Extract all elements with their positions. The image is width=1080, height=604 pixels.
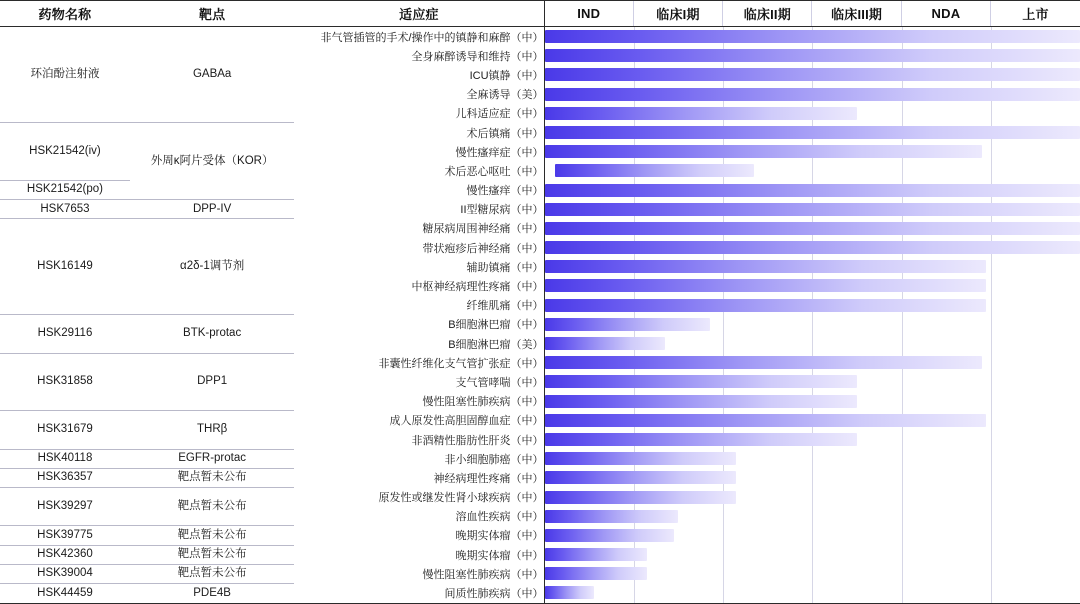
drug-name-cell: HSK42360 xyxy=(0,545,130,564)
progress-bar-cell xyxy=(544,276,1080,295)
indication-cell: 晚期实体瘤（中） xyxy=(455,549,544,562)
header-drug: 药物名称 xyxy=(0,1,130,27)
indication-cell: 辅助镇痛（中） xyxy=(466,261,544,274)
target-cell: 靶点暂未公布 xyxy=(130,488,294,526)
table-row xyxy=(0,564,1080,583)
indication-cell: 神经病理性疼痛（中） xyxy=(433,472,544,485)
progress-bar xyxy=(545,510,679,523)
drug-name-cell: HSK36357 xyxy=(0,468,130,487)
drug-name-cell: HSK40118 xyxy=(0,449,130,468)
progress-bar xyxy=(545,318,710,331)
progress-bar-cell xyxy=(544,46,1080,65)
progress-bar-cell xyxy=(544,257,1080,276)
table-row xyxy=(0,583,1080,603)
target-cell: DPP-IV xyxy=(130,200,294,219)
indication-cell: 原发性或继发性肾小球疾病（中） xyxy=(378,492,544,505)
table-row xyxy=(0,545,1080,564)
indication-cell: 支气管哮喘（中） xyxy=(455,376,544,389)
table-row xyxy=(0,449,1080,468)
progress-bar-cell xyxy=(544,545,1080,564)
indication-cell: 非酒精性脂肪性肝炎（中） xyxy=(411,434,544,447)
progress-bar xyxy=(545,491,737,504)
drug-name-cell: HSK39004 xyxy=(0,564,130,583)
target-cell: GABAa xyxy=(130,27,294,123)
indication-cell: 术后恶心呕吐（中） xyxy=(444,165,544,178)
progress-bar xyxy=(545,337,665,350)
drug-name-cell: 环泊酚注射液 xyxy=(0,27,130,123)
table-body xyxy=(0,27,1080,604)
drug-name-cell: HSK7653 xyxy=(0,200,130,219)
progress-bar-cell xyxy=(544,583,1080,603)
progress-bar-cell xyxy=(544,564,1080,583)
progress-bar-cell xyxy=(544,104,1080,123)
drug-name-cell: HSK31679 xyxy=(0,411,130,449)
indication-cell: 术后镇痛（中） xyxy=(466,127,544,140)
header-phase-1: 临床I期 xyxy=(633,1,722,27)
progress-bar xyxy=(545,567,648,580)
target-cell: 靶点暂未公布 xyxy=(130,526,294,545)
progress-bar-cell xyxy=(544,507,1080,526)
progress-bar-cell xyxy=(544,334,1080,353)
drug-name-cell: HSK31858 xyxy=(0,353,130,411)
indication-cell: ICU镇静（中） xyxy=(469,69,544,82)
indication-cell: 糖尿病周围神经痛（中） xyxy=(422,223,544,236)
table-row xyxy=(0,315,1080,334)
progress-bar-cell xyxy=(544,219,1080,238)
indication-cell: 溶血性疾病（中） xyxy=(455,511,544,524)
indication-cell: 慢性瘙痒（中） xyxy=(466,185,544,198)
drug-name-cell: HSK29116 xyxy=(0,315,130,353)
target-cell: THRβ xyxy=(130,411,294,449)
progress-bar xyxy=(545,375,857,388)
progress-bar xyxy=(545,356,982,369)
progress-bar-cell xyxy=(544,161,1080,180)
progress-bar-cell xyxy=(544,123,1080,142)
progress-bar xyxy=(545,279,987,292)
progress-bar xyxy=(545,586,594,599)
progress-bar-cell xyxy=(544,468,1080,487)
header-indication: 适应症 xyxy=(294,1,544,27)
progress-bar xyxy=(545,548,648,561)
indication-cell: 中枢神经病理性疼痛（中） xyxy=(411,281,544,294)
target-cell: BTK-protac xyxy=(130,315,294,353)
table-row xyxy=(0,27,1080,47)
table-row xyxy=(0,200,1080,219)
progress-bar-cell xyxy=(544,315,1080,334)
table-header-row xyxy=(0,1,1080,27)
progress-bar-cell xyxy=(544,430,1080,449)
header-phase-nda: NDA xyxy=(901,1,990,27)
progress-bar-cell xyxy=(544,526,1080,545)
header-phase-2: 临床II期 xyxy=(723,1,812,27)
progress-bar xyxy=(545,222,1080,235)
progress-bar xyxy=(545,260,987,273)
header-phase-3: 临床III期 xyxy=(812,1,901,27)
progress-bar-cell xyxy=(544,142,1080,161)
table-row xyxy=(0,411,1080,430)
progress-bar xyxy=(545,49,1080,62)
target-cell: 外周κ阿片受体（KOR） xyxy=(130,123,294,200)
table-row xyxy=(0,219,1080,238)
progress-bar-cell xyxy=(544,238,1080,257)
progress-bar-cell xyxy=(544,392,1080,411)
drug-name-cell: HSK39775 xyxy=(0,526,130,545)
progress-bar xyxy=(545,30,1080,43)
table-row xyxy=(0,488,1080,507)
progress-bar-cell xyxy=(544,488,1080,507)
table-row xyxy=(0,353,1080,372)
progress-bar-cell xyxy=(544,200,1080,219)
indication-cell: 非气管插管的手术/操作中的镇静和麻醉（中） xyxy=(320,31,544,44)
table-row xyxy=(0,526,1080,545)
header-target: 靶点 xyxy=(130,1,294,27)
progress-bar xyxy=(545,395,857,408)
indication-cell: 儿科适应症（中） xyxy=(455,108,544,121)
target-cell: α2δ-1调节剂 xyxy=(130,219,294,315)
progress-bar xyxy=(545,241,1080,254)
indication-cell: 带状疱疹后神经痛（中） xyxy=(422,242,544,255)
indication-cell: 晚期实体瘤（中） xyxy=(455,530,544,543)
progress-bar xyxy=(545,184,1080,197)
drug-name-cell: HSK39297 xyxy=(0,488,130,526)
progress-bar xyxy=(545,452,737,465)
indication-cell: 纤维肌痛（中） xyxy=(466,300,544,313)
target-cell: DPP1 xyxy=(130,353,294,411)
progress-bar xyxy=(545,299,987,312)
indication-cell: II型糖尿病（中） xyxy=(460,204,544,217)
progress-bar-cell xyxy=(544,296,1080,315)
drug-name-cell: HSK44459 xyxy=(0,583,130,603)
drug-name-cell: HSK21542(po) xyxy=(0,181,130,200)
progress-bar xyxy=(545,529,674,542)
target-cell: 靶点暂未公布 xyxy=(130,468,294,487)
header-phase-ind: IND xyxy=(544,1,633,27)
progress-bar-cell xyxy=(544,27,1080,47)
progress-bar xyxy=(555,164,754,177)
drug-name-cell: HSK16149 xyxy=(0,219,130,315)
progress-bar-cell xyxy=(544,353,1080,372)
indication-cell: B细胞淋巴瘤（中） xyxy=(448,319,544,332)
progress-bar-cell xyxy=(544,65,1080,84)
indication-cell: 慢性阻塞性肺疾病（中） xyxy=(422,396,544,409)
progress-bar xyxy=(545,414,987,427)
progress-bar xyxy=(545,145,982,158)
progress-bar xyxy=(545,471,737,484)
progress-bar xyxy=(545,433,857,446)
indication-cell: 全身麻醉诱导和维持（中） xyxy=(411,50,544,63)
progress-bar-cell xyxy=(544,449,1080,468)
progress-bar-cell xyxy=(544,372,1080,391)
progress-bar xyxy=(545,107,857,120)
progress-bar-cell xyxy=(544,85,1080,104)
target-cell: 靶点暂未公布 xyxy=(130,564,294,583)
progress-bar xyxy=(545,126,1080,139)
indication-cell: 成人原发性高胆固醇血症（中） xyxy=(389,415,544,428)
indication-cell: B细胞淋巴瘤（美） xyxy=(448,338,544,351)
progress-bar xyxy=(545,203,1080,216)
indication-cell: 慢性阻塞性肺疾病（中） xyxy=(422,568,544,581)
progress-bar xyxy=(545,68,1080,81)
table-row xyxy=(0,468,1080,487)
target-cell: 靶点暂未公布 xyxy=(130,545,294,564)
target-cell: PDE4B xyxy=(130,583,294,603)
drug-name-cell: HSK21542(iv) xyxy=(0,123,130,181)
progress-bar xyxy=(545,88,1080,101)
header-phase-market: 上市 xyxy=(991,1,1080,27)
indication-cell: 慢性瘙痒症（中） xyxy=(455,146,544,159)
progress-bar-cell xyxy=(544,181,1080,200)
indication-cell: 非囊性纤维化支气管扩张症（中） xyxy=(378,357,544,370)
indication-cell: 非小细胞肺癌（中） xyxy=(444,453,544,466)
table-row xyxy=(0,123,1080,142)
progress-bar-cell xyxy=(544,411,1080,430)
target-cell: EGFR-protac xyxy=(130,449,294,468)
indication-cell: 全麻诱导（美） xyxy=(466,89,544,102)
indication-cell: 间质性肺疾病（中） xyxy=(294,583,544,603)
